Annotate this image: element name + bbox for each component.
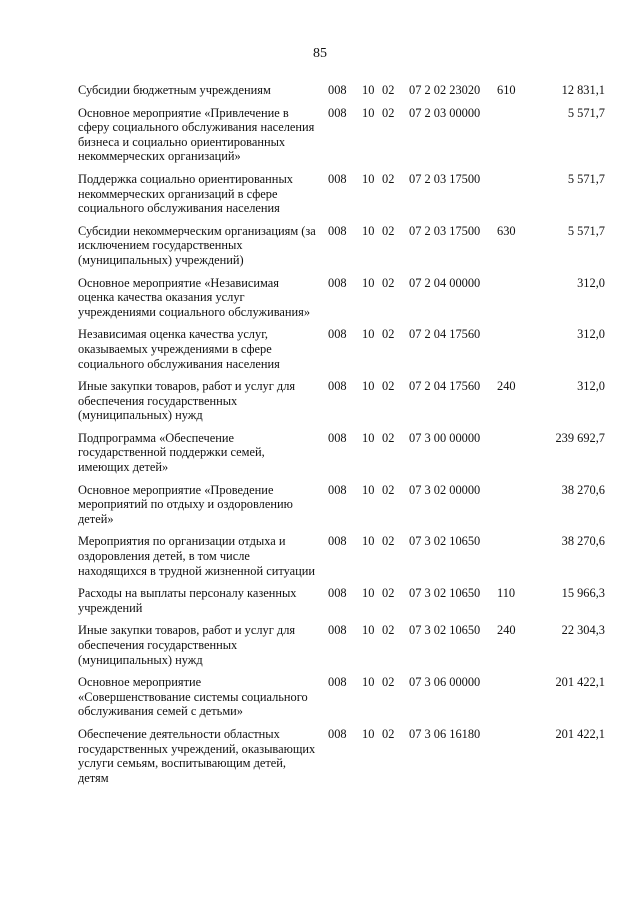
row-name: Мероприятия по организации отдыха и оздоровления детей, в том числе находящихся в трудной жизненной ситуации (78, 534, 316, 578)
row-rz: 10 (362, 379, 375, 394)
row-name: Основное мероприятие «Независимая оценка качества оказания услуг учреждениями социального обслуживания» (78, 275, 311, 319)
row-pr: 02 (382, 726, 395, 741)
row-pr: 02 (382, 534, 395, 549)
row-csr: 07 2 04 17560 (409, 379, 481, 394)
row-sum: 312,0 (577, 379, 605, 394)
row-rz: 10 (362, 623, 375, 638)
table-row (78, 483, 608, 527)
row-csr: 07 2 04 00000 (409, 275, 481, 290)
row-rz: 10 (362, 675, 375, 690)
row-ved: 008 (328, 171, 347, 186)
row-sum: 239 692,7 (555, 430, 605, 445)
row-csr: 07 2 03 17500 (409, 223, 481, 238)
row-rz: 10 (362, 275, 375, 290)
row-rz: 10 (362, 430, 375, 445)
table-row (78, 224, 608, 268)
row-ved: 008 (328, 223, 347, 238)
row-pr: 02 (382, 327, 395, 342)
row-ved: 008 (328, 83, 347, 97)
row-sum: 312,0 (577, 275, 605, 290)
row-name: Обеспечение деятельности областных государственных учреждений, оказывающих услуги семьям, воспитывающим детей, детям (78, 726, 316, 785)
row-ved: 008 (328, 379, 347, 394)
row-pr: 02 (382, 223, 395, 238)
table-row (78, 675, 608, 719)
row-pr: 02 (382, 83, 395, 97)
row-pr: 02 (382, 623, 395, 638)
row-name: Основное мероприятие «Совершенствование системы социального обслуживания семей с детьми» (78, 675, 308, 719)
row-vr: 610 (497, 83, 516, 97)
row-name: Расходы на выплаты персоналу казенных учреждений (78, 586, 297, 615)
row-sum: 38 270,6 (561, 482, 605, 497)
row-pr: 02 (382, 430, 395, 445)
row-rz: 10 (362, 482, 375, 497)
row-sum: 201 422,1 (555, 726, 605, 741)
row-rz: 10 (362, 171, 375, 186)
row-sum: 12 831,1 (561, 83, 605, 97)
table-row (78, 586, 608, 615)
row-rz: 10 (362, 534, 375, 549)
row-csr: 07 2 04 17560 (409, 327, 481, 342)
table-row (78, 534, 608, 578)
row-name: Основное мероприятие «Проведение мероприятий по отдыху и оздоровлению детей» (78, 482, 293, 526)
row-pr: 02 (382, 105, 395, 120)
row-name: Иные закупки товаров, работ и услуг для обеспечения государственных (муниципальных) нужд (78, 379, 296, 423)
table-row (78, 83, 608, 98)
table-row (78, 623, 608, 667)
row-ved: 008 (328, 675, 347, 690)
row-vr: 240 (497, 379, 516, 394)
budget-table (78, 83, 608, 785)
row-ved: 008 (328, 430, 347, 445)
row-csr: 07 3 02 10650 (409, 623, 481, 638)
row-rz: 10 (362, 83, 375, 97)
row-pr: 02 (382, 586, 395, 601)
row-pr: 02 (382, 379, 395, 394)
row-name: Независимая оценка качества услуг, оказываемых учреждениями в сфере социального обслуживания населения (78, 327, 280, 371)
row-vr: 630 (497, 223, 516, 238)
row-csr: 07 3 02 10650 (409, 534, 481, 549)
row-name: Субсидии некоммерческим организациям (за исключением государственных (муниципальных) учреждений) (78, 223, 316, 267)
table-row (78, 276, 608, 320)
row-rz: 10 (362, 223, 375, 238)
row-rz: 10 (362, 327, 375, 342)
row-name: Субсидии бюджетным учреждениям (78, 83, 271, 97)
row-csr: 07 3 06 16180 (409, 726, 481, 741)
row-name: Основное мероприятие «Привлечение в сферу социального обслуживания населения бизнеса и социально ориентированных некоммерческих организаций» (78, 105, 315, 164)
page-number: 85 (313, 46, 327, 61)
row-rz: 10 (362, 586, 375, 601)
row-sum: 22 304,3 (561, 623, 605, 638)
row-sum: 38 270,6 (561, 534, 605, 549)
row-ved: 008 (328, 105, 347, 120)
row-rz: 10 (362, 105, 375, 120)
row-csr: 07 3 00 00000 (409, 430, 481, 445)
row-vr: 240 (497, 623, 516, 638)
table-row (78, 172, 608, 216)
row-ved: 008 (328, 534, 347, 549)
row-csr: 07 2 02 23020 (409, 83, 481, 97)
row-name: Поддержка социально ориентированных некоммерческих организаций в сфере социального обслуживания населения (78, 171, 293, 216)
row-ved: 008 (328, 482, 347, 497)
row-ved: 008 (328, 726, 347, 741)
row-csr: 07 3 06 00000 (409, 675, 481, 690)
table-row (78, 727, 608, 785)
table-row (78, 106, 608, 164)
table-row (78, 431, 608, 475)
row-name: Иные закупки товаров, работ и услуг для обеспечения государственных (муниципальных) нужд (78, 623, 296, 667)
row-ved: 008 (328, 327, 347, 342)
row-name: Подпрограмма «Обеспечение государственной поддержки семей, имеющих детей» (78, 430, 265, 475)
row-pr: 02 (382, 675, 395, 690)
row-ved: 008 (328, 586, 347, 601)
row-csr: 07 3 02 10650 (409, 586, 481, 601)
row-sum: 15 966,3 (561, 586, 605, 601)
row-sum: 312,0 (577, 327, 605, 342)
row-sum: 5 571,7 (567, 105, 605, 120)
table-row (78, 379, 608, 423)
row-ved: 008 (328, 623, 347, 638)
row-pr: 02 (382, 482, 395, 497)
row-sum: 201 422,1 (555, 675, 605, 690)
row-pr: 02 (382, 171, 395, 186)
row-ved: 008 (328, 275, 347, 290)
row-csr: 07 2 03 17500 (409, 171, 481, 186)
row-pr: 02 (382, 275, 395, 290)
row-csr: 07 2 03 00000 (409, 105, 481, 120)
row-sum: 5 571,7 (567, 171, 605, 186)
row-rz: 10 (362, 726, 375, 741)
row-sum: 5 571,7 (567, 223, 605, 238)
row-vr: 110 (497, 586, 516, 601)
row-csr: 07 3 02 00000 (409, 482, 481, 497)
table-row (78, 327, 608, 371)
